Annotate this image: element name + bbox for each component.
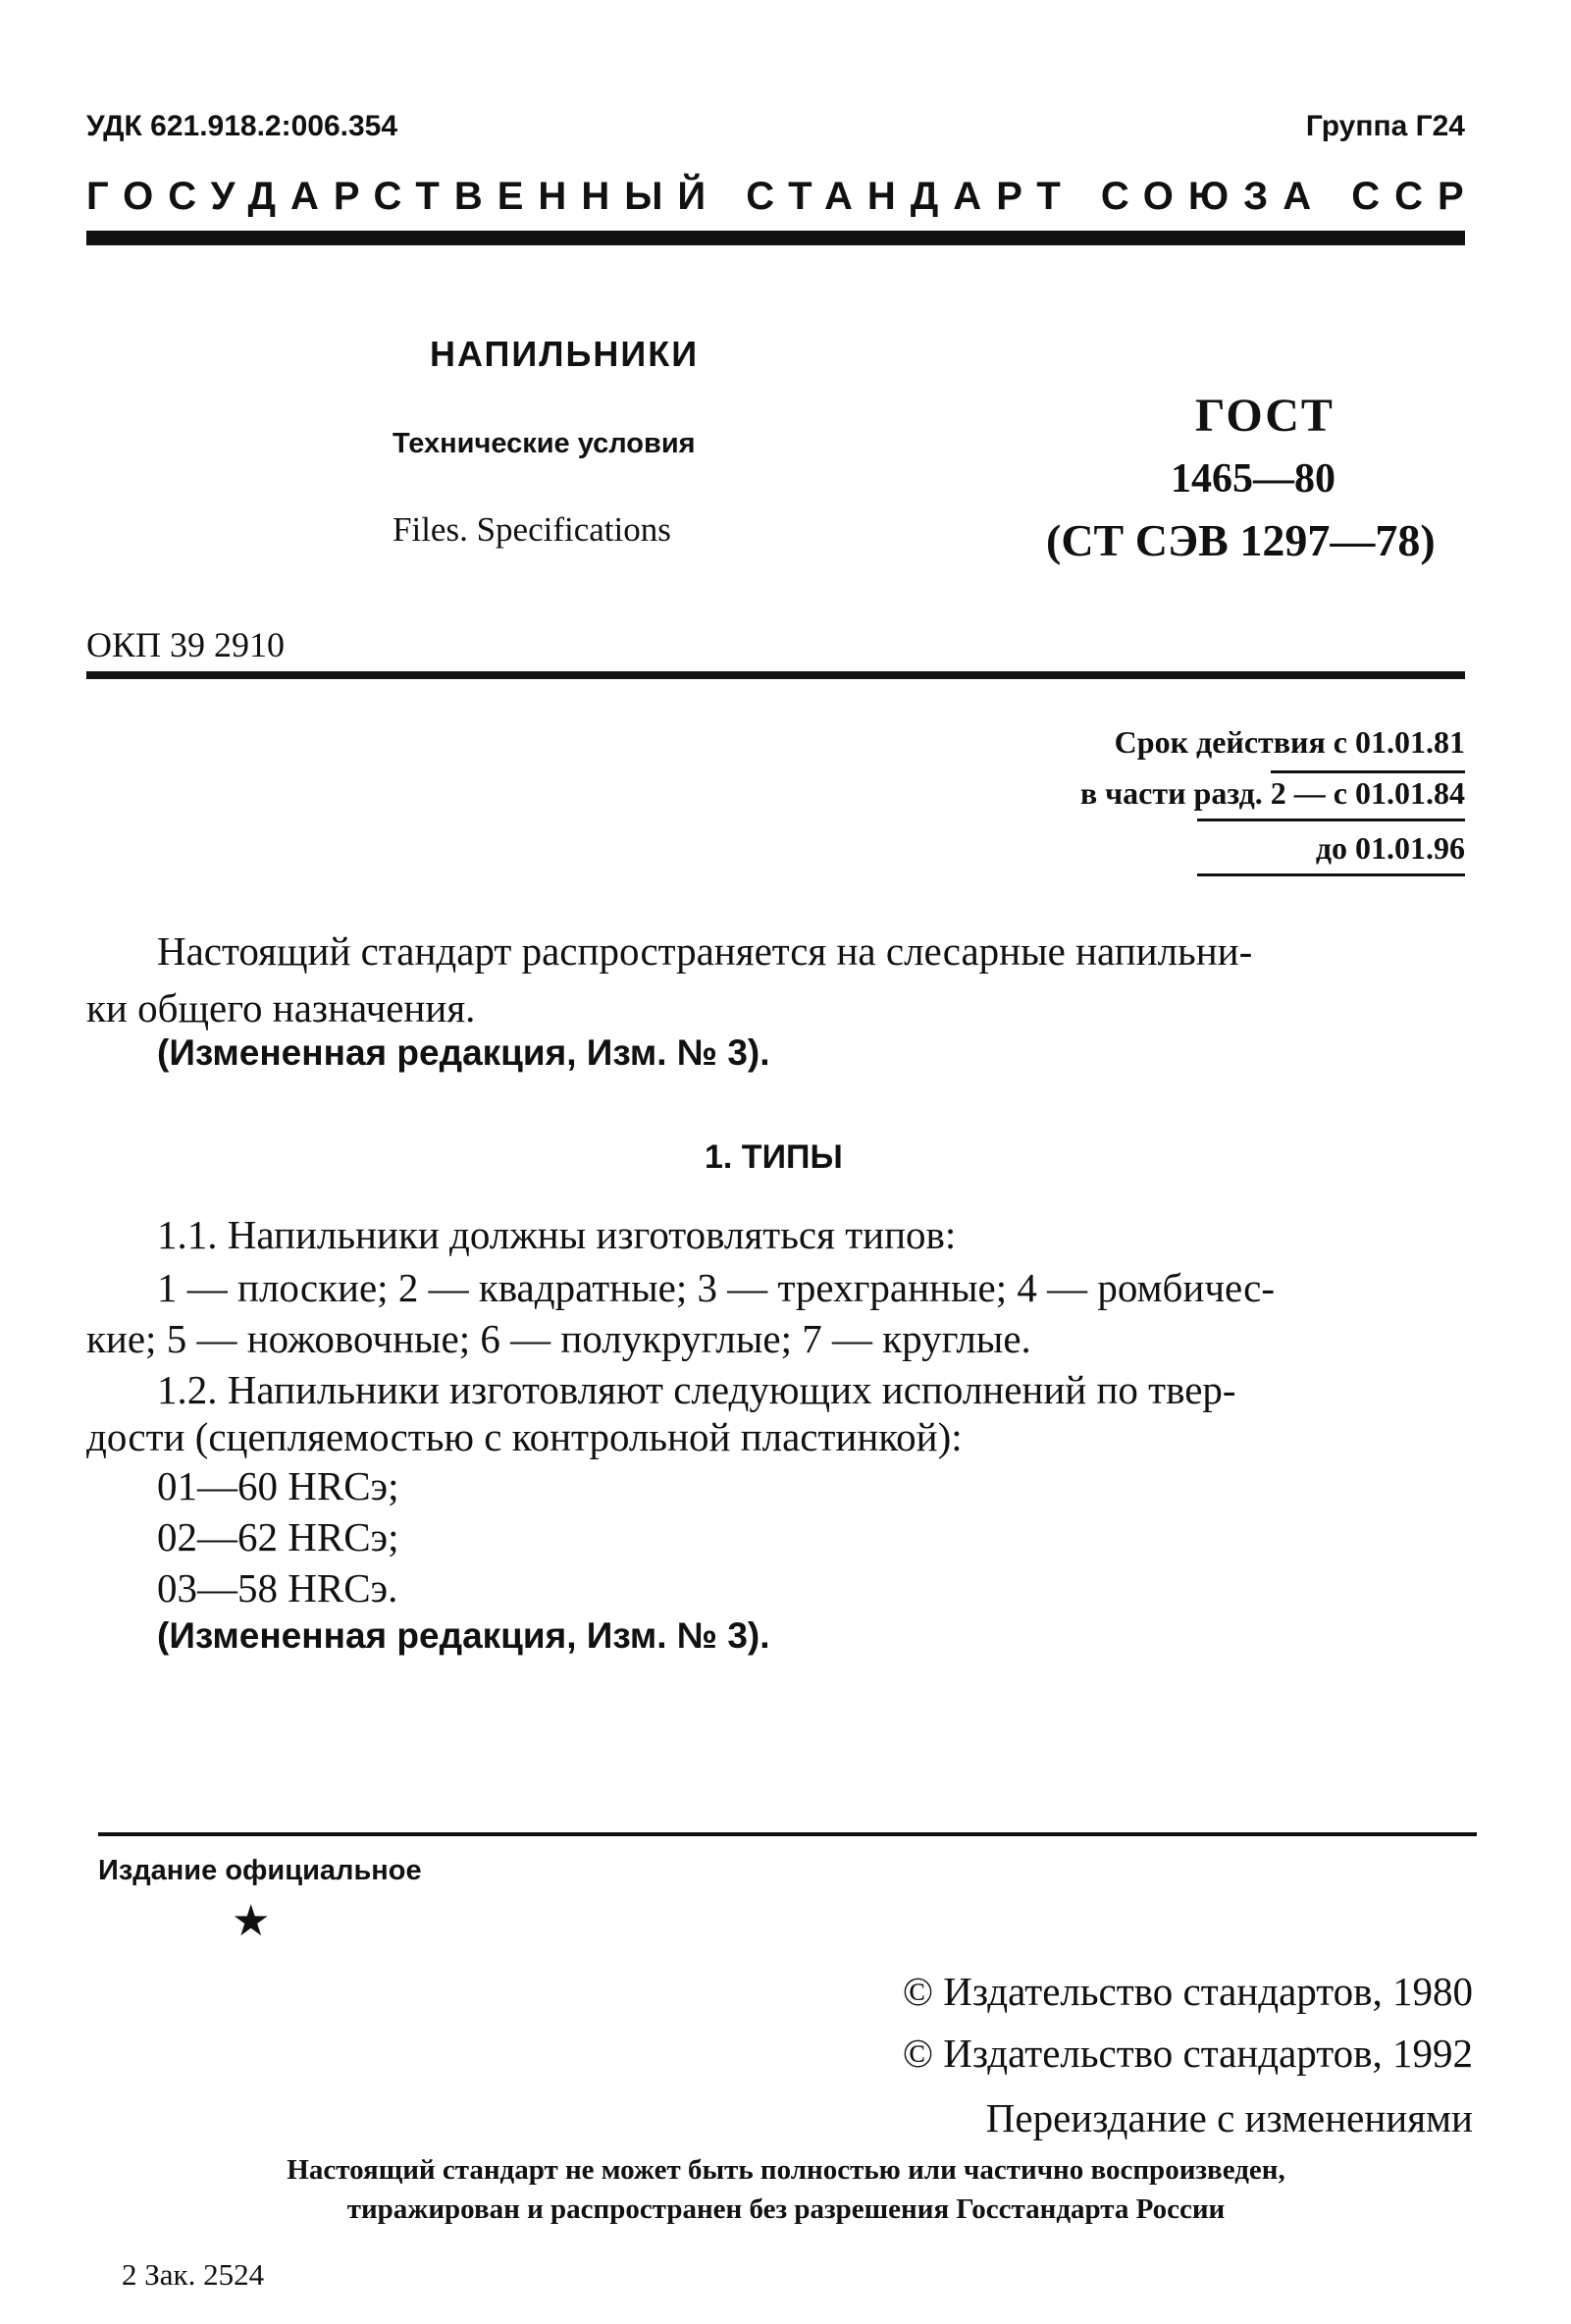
hardness-02: 02—62 HRCэ; (157, 1514, 399, 1559)
section-1-amendment: (Измененная редакция, Изм. № 3). (157, 1615, 770, 1656)
gost-number: 1465—80 (1171, 456, 1335, 502)
section-1-heading: 1. ТИПЫ (705, 1138, 843, 1176)
intro-line-1: Настоящий стандарт распространяется на слесарные напильни- (157, 928, 1253, 974)
reproduction-notice-line-2: тиражирован и распространен без разрешения Госстандарта России (346, 2193, 1226, 2225)
validity-end: до 01.01.96 (1315, 830, 1465, 866)
order-number: 2 Зак. 2524 (122, 2257, 265, 2292)
hardness-03: 03—58 HRCэ. (157, 1565, 398, 1611)
reproduction-notice-line-1: Настоящий стандарт не может быть полностью или частично воспроизведен, (287, 2154, 1285, 2186)
intro-amendment: (Измененная редакция, Изм. № 3). (157, 1032, 770, 1073)
official-edition: Издание официальное (98, 1855, 422, 1886)
validity-underline-1 (1197, 819, 1465, 821)
gost-label: ГОСТ (1195, 390, 1335, 442)
header-rule (86, 231, 1465, 245)
p11-line-1: 1.1. Напильники должны изготовляться типов: (157, 1212, 957, 1257)
document-name: НАПИЛЬНИКИ (430, 334, 700, 374)
title-rule (86, 671, 1465, 679)
p12-line-1: 1.2. Напильники изготовляют следующих исполнений по твер- (157, 1367, 1236, 1412)
footer-rule (98, 1832, 1477, 1836)
p12-line-2: дости (сцепляемостью с контрольной пластинкой): (86, 1414, 963, 1459)
star-icon: ★ (232, 1897, 271, 1945)
english-title: Files. Specifications (393, 510, 671, 549)
p11-line-2: 1 — плоские; 2 — квадратные; 3 — трехгранные; 4 — ромбичес- (157, 1265, 1276, 1310)
validity-underline-2 (1197, 873, 1465, 876)
validity-section-prefix: в части разд. (1079, 775, 1263, 811)
copyright-1992: © Издательство стандартов, 1992 (902, 2031, 1473, 2076)
udk-code: УДК 621.918.2:006.354 (86, 110, 398, 142)
p11-line-3: кие; 5 — ножовочные; 6 — полукруглые; 7 — круглые. (86, 1316, 1031, 1361)
validity-start: Срок действия с 01.01.81 (1114, 724, 1465, 760)
validity-section-date: 2 — с 01.01.84 (1271, 770, 1465, 811)
st-sev-number: (СТ СЭВ 1297—78) (1046, 515, 1436, 565)
standard-title: ГОСУДАРСТВЕННЫЙ СТАНДАРТ СОЮЗА ССР (86, 175, 1479, 218)
okp-code: ОКП 39 2910 (86, 625, 286, 664)
hardness-01: 01—60 HRCэ; (157, 1463, 399, 1508)
reissue-note: Переиздание с изменениями (985, 2095, 1473, 2140)
group-code: Группа Г24 (1305, 110, 1465, 142)
copyright-1980: © Издательство стандартов, 1980 (902, 1969, 1473, 2014)
validity-section (1080, 775, 1465, 812)
document-subtitle: Технические условия (393, 428, 696, 459)
intro-line-2: ки общего назначения. (86, 985, 476, 1030)
